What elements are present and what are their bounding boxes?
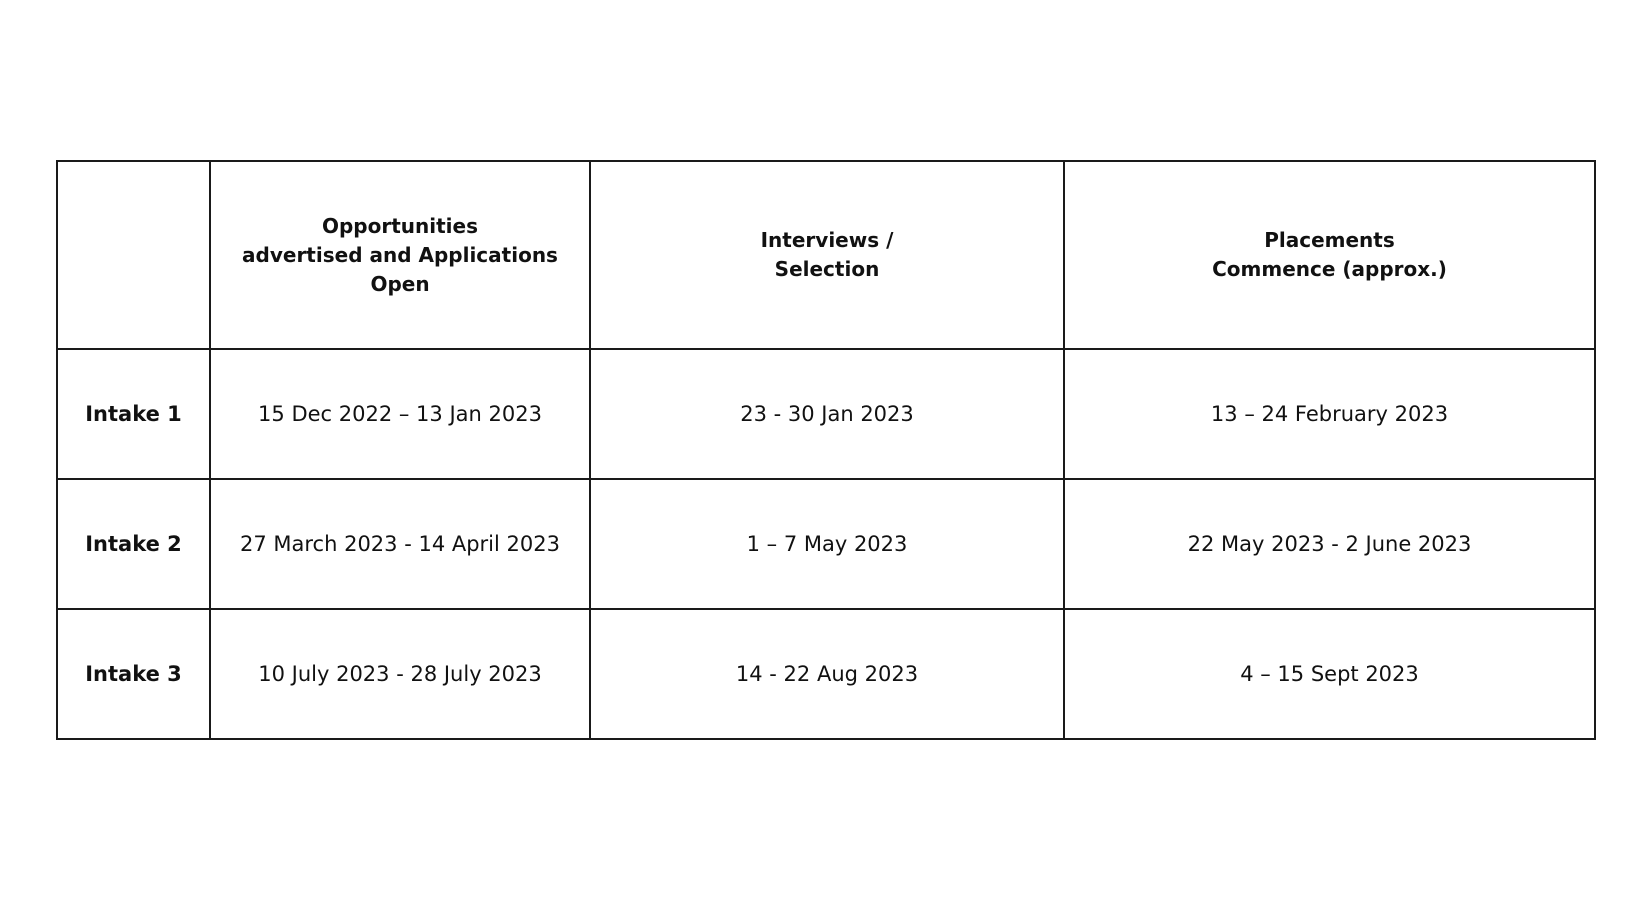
row-label-intake-2: Intake 2 bbox=[57, 479, 210, 609]
header-row bbox=[57, 161, 1595, 349]
cell-placements: 22 May 2023 - 2 June 2023 bbox=[1064, 479, 1595, 609]
table-row bbox=[57, 609, 1595, 739]
cell-applications: 15 Dec 2022 – 13 Jan 2023 bbox=[210, 349, 590, 479]
header-cell-interviews: Interviews / Selection bbox=[590, 161, 1064, 349]
intake-schedule-table bbox=[56, 160, 1596, 740]
row-label-intake-1: Intake 1 bbox=[57, 349, 210, 479]
cell-interviews: 14 - 22 Aug 2023 bbox=[590, 609, 1064, 739]
table-row bbox=[57, 479, 1595, 609]
row-label-intake-3: Intake 3 bbox=[57, 609, 210, 739]
header-cell-applications: Opportunities advertised and Applications Open bbox=[210, 161, 590, 349]
header-cell-placements: Placements Commence (approx.) bbox=[1064, 161, 1595, 349]
table-body bbox=[57, 349, 1595, 739]
cell-applications: 27 March 2023 - 14 April 2023 bbox=[210, 479, 590, 609]
cell-interviews: 1 – 7 May 2023 bbox=[590, 479, 1064, 609]
table-row bbox=[57, 349, 1595, 479]
header-cell-empty bbox=[57, 161, 210, 349]
cell-placements: 13 – 24 February 2023 bbox=[1064, 349, 1595, 479]
cell-applications: 10 July 2023 - 28 July 2023 bbox=[210, 609, 590, 739]
table-header bbox=[57, 161, 1595, 349]
cell-placements: 4 – 15 Sept 2023 bbox=[1064, 609, 1595, 739]
cell-interviews: 23 - 30 Jan 2023 bbox=[590, 349, 1064, 479]
